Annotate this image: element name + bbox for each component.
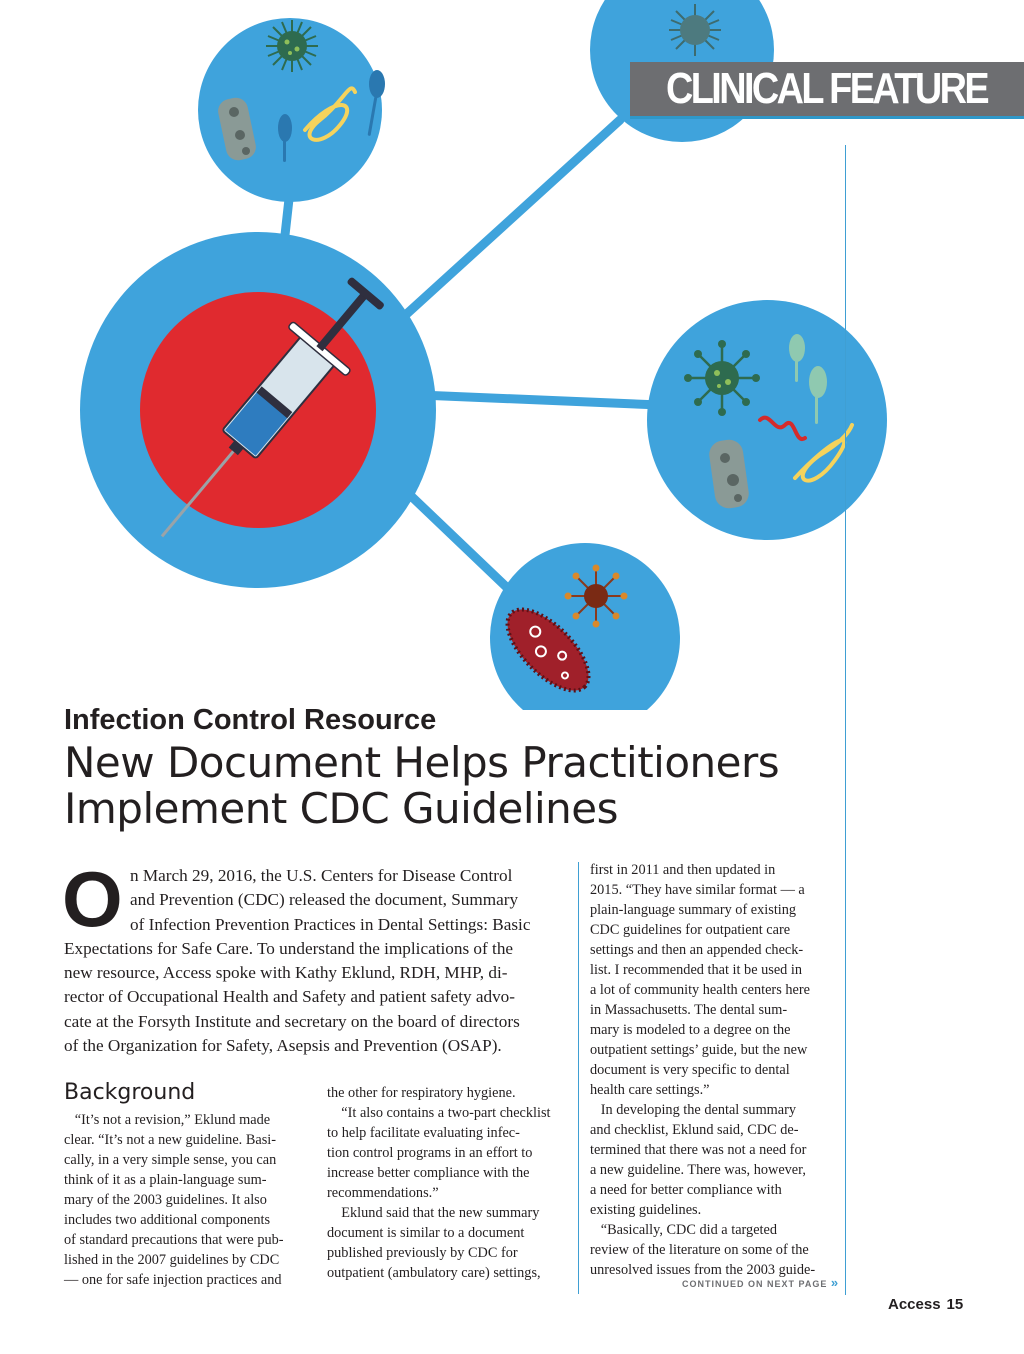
body-line: think of it as a plain-language sum- <box>64 1172 267 1188</box>
body-line: settings and then an appended check- <box>590 942 804 958</box>
body-line: document is very specific to dental <box>590 1062 790 1078</box>
body-line: clear. “It’s not a new guideline. Basi- <box>64 1132 277 1148</box>
body-line: plain-language summary of existing <box>590 902 797 918</box>
body-line: Eklund said that the new summary <box>327 1205 540 1221</box>
intro-paragraph <box>64 864 568 1058</box>
page-number: 15 <box>946 1296 964 1313</box>
body-line: published previously by CDC for <box>327 1245 518 1261</box>
body-line: first in 2011 and then updated in <box>590 862 776 878</box>
virus-icon <box>684 340 760 416</box>
headline-line: New Document Helps Practitioners <box>64 738 780 787</box>
body-column-1 <box>64 1110 300 1290</box>
section-banner <box>630 62 1024 116</box>
body-line: cally, in a very simple sense, you can <box>64 1152 277 1168</box>
body-line: of standard precautions that were pub- <box>64 1232 284 1248</box>
body-line: to help facilitate evaluating infec- <box>327 1125 520 1141</box>
intro-line: and Prevention (CDC) released the document, Summary <box>130 890 519 910</box>
intro-line: new resource, Access spoke with Kathy Eklund, RDH, MHP, di- <box>64 963 508 983</box>
body-line: mary is modeled to a degree on the <box>590 1022 791 1038</box>
page-folio <box>888 1296 963 1313</box>
body-line: the other for respiratory hygiene. <box>327 1085 516 1101</box>
drop-cap: O <box>62 855 123 943</box>
article-headline <box>64 740 824 832</box>
body-line: recommendations.” <box>327 1185 439 1201</box>
body-line: CDC guidelines for outpatient care <box>590 922 791 938</box>
body-line: outpatient settings’ guide, but the new <box>590 1042 808 1058</box>
body-line: increase better compliance with the <box>327 1165 530 1181</box>
intro-line: Expectations for Safe Care. To understand the implications of the <box>64 938 514 958</box>
double-chevron-right-icon: » <box>830 1275 840 1290</box>
body-line: document is similar to a document <box>327 1225 525 1241</box>
virus-icon <box>565 565 628 628</box>
headline-line: Implement CDC Guidelines <box>64 784 619 833</box>
virus-icon <box>669 4 721 56</box>
microbe-circle-right <box>647 300 887 540</box>
body-line: outpatient (ambulatory care) settings, <box>327 1265 541 1281</box>
body-line: in Massachusetts. The dental sum- <box>590 1002 788 1018</box>
syringe-circle <box>80 232 436 588</box>
intro-line: of Infection Prevention Practices in Dental Settings: Basic <box>130 914 531 934</box>
body-column-3 <box>590 860 834 1280</box>
continued-link[interactable] <box>682 1275 839 1290</box>
body-line: includes two additional components <box>64 1212 271 1228</box>
virus-icon <box>266 20 318 72</box>
body-line: termined that there was not a need for <box>590 1142 807 1158</box>
intro-line: of the Organization for Safety, Asepsis and Prevention (OSAP). <box>64 1036 502 1056</box>
body-line: health care settings.” <box>590 1082 710 1098</box>
body-line: unresolved issues from the 2003 guide- <box>590 1262 816 1278</box>
continued-label: CONTINUED ON NEXT PAGE <box>682 1279 828 1289</box>
publication-name: Access <box>888 1296 941 1313</box>
body-column-2 <box>327 1083 569 1283</box>
body-line: “It’s not a revision,” Eklund made <box>64 1112 271 1128</box>
body-line: existing guidelines. <box>590 1202 702 1218</box>
body-line: list. I recommended that it be used in <box>590 962 803 978</box>
intro-line: cate at the Forsyth Institute and secretary on the board of directors <box>64 1011 520 1031</box>
body-line: 2015. “They have similar format — a <box>590 882 805 898</box>
column-rule <box>578 862 579 1294</box>
article-kicker: Infection Control Resource <box>64 704 437 736</box>
microbe-circle-bottom <box>490 543 680 710</box>
body-line: In developing the dental summary <box>590 1102 797 1118</box>
body-line: — one for safe injection practices and <box>64 1272 282 1288</box>
body-line: a need for better compliance with <box>590 1182 782 1198</box>
body-line: “It also contains a two-part checklist <box>327 1105 551 1121</box>
body-line: review of the literature on some of the <box>590 1242 809 1258</box>
body-line: tion control programs in an effort to <box>327 1145 533 1161</box>
intro-line: n March 29, 2016, the U.S. Centers for Disease Control <box>130 866 513 885</box>
intro-line: rector of Occupational Health and Safety and patient safety advo- <box>64 987 515 1007</box>
section-banner-label: CLINICAL FEATURE <box>666 64 987 113</box>
margin-rule <box>845 145 846 1295</box>
body-line: “Basically, CDC did a targeted <box>590 1222 778 1238</box>
body-line: lished in the 2007 guidelines by CDC <box>64 1252 280 1268</box>
microbe-circle-top-left <box>198 18 385 202</box>
body-line: mary of the 2003 guidelines. It also <box>64 1192 267 1208</box>
body-line: a lot of community health centers here <box>590 982 810 998</box>
section-heading-background: Background <box>64 1080 196 1105</box>
body-line: and checklist, Eklund said, CDC de- <box>590 1122 799 1138</box>
body-line: a new guideline. There was, however, <box>590 1162 806 1178</box>
